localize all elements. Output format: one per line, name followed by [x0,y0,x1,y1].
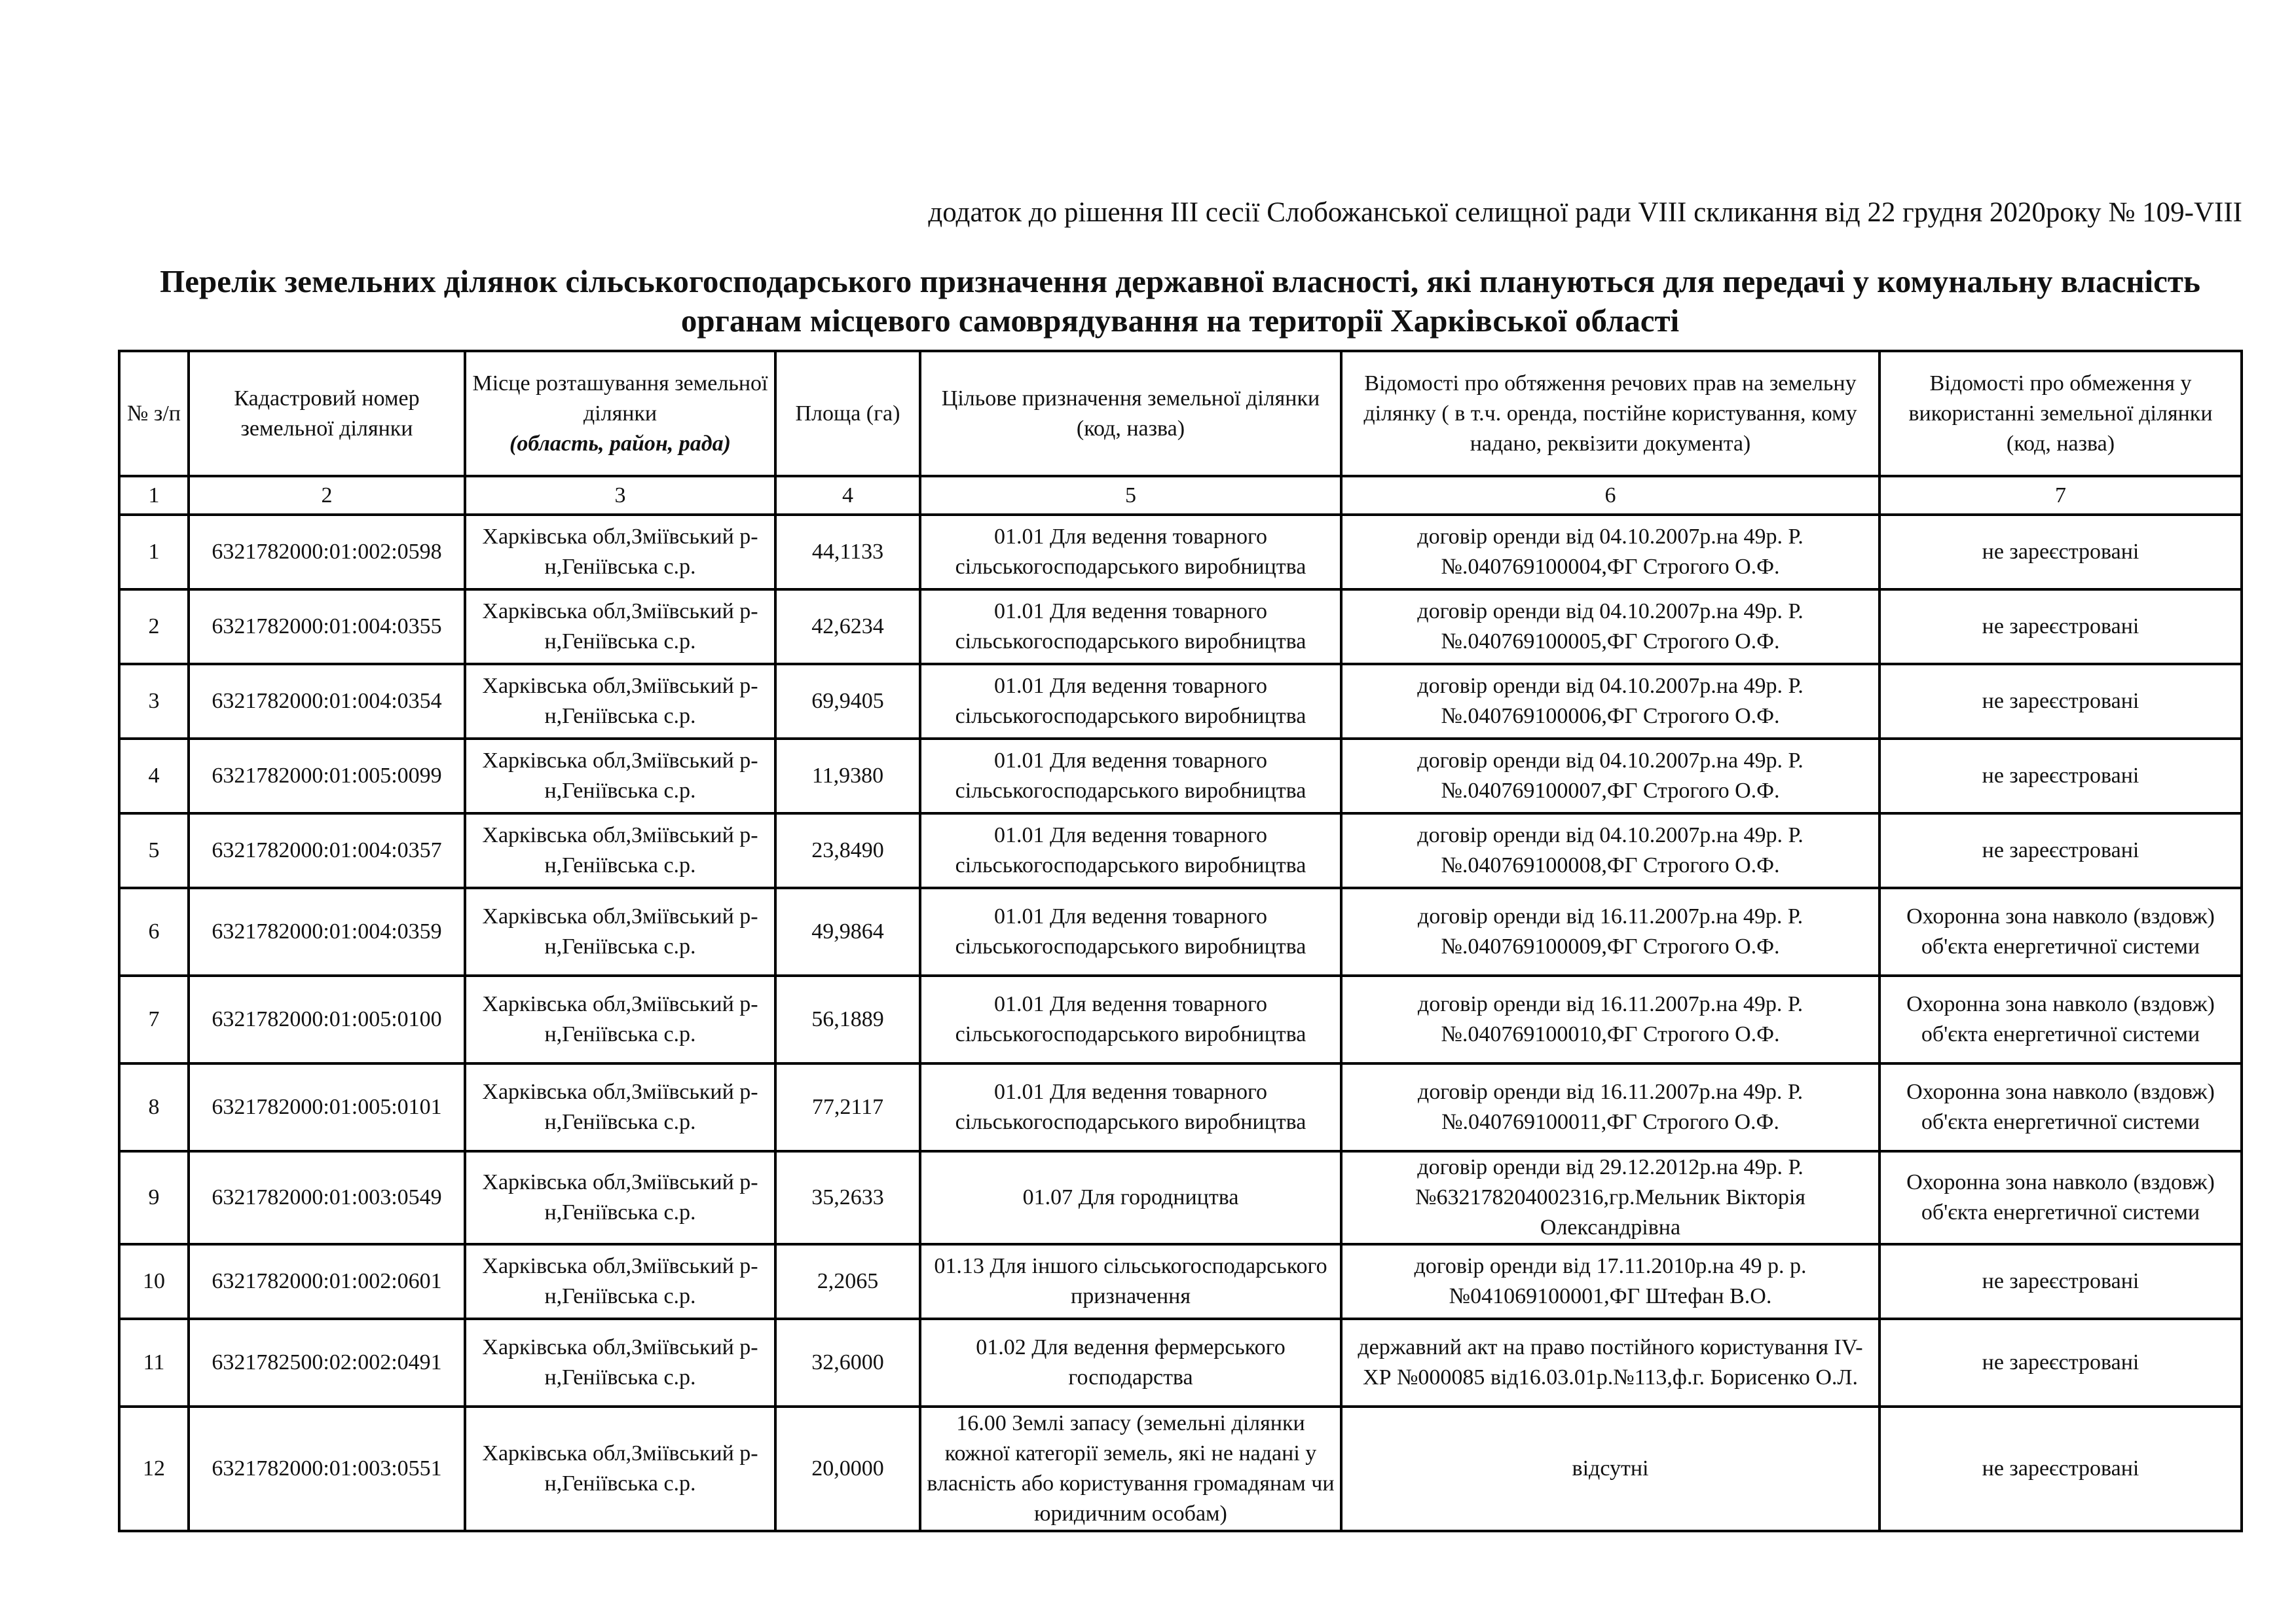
table-row [119,888,2242,976]
cell-purpose: 01.01 Для ведення товарного сільськогосподарського виробництва [920,976,1341,1063]
cell-encumbrance: договір оренди від 04.10.2007р.на 49р. Р.№.040769100004,ФГ Строгого О.Ф. [1341,515,1879,589]
column-number: 3 [465,476,775,515]
table-header-row [119,351,2242,476]
cell-cadastral: 6321782000:01:005:0101 [189,1063,465,1151]
cell-encumbrance: договір оренди від 04.10.2007р.на 49р. Р.№.040769100007,ФГ Строгого О.Ф. [1341,739,1879,813]
cell-area: 49,9864 [775,888,920,976]
cell-cadastral: 6321782000:01:003:0549 [189,1151,465,1244]
table-row [119,1063,2242,1151]
header-location-main: Місце розташування земельної ділянки [472,371,768,426]
cell-purpose: 01.01 Для ведення товарного сільськогосподарського виробництва [920,515,1341,589]
table-row [119,1244,2242,1319]
cell-purpose: 01.02 Для ведення фермерського господарства [920,1319,1341,1407]
cell-location: Харківська обл,Зміївський р-н,Геніївська с.р. [465,664,775,739]
cell-cadastral: 6321782000:01:002:0601 [189,1244,465,1319]
cell-cadastral: 6321782000:01:004:0354 [189,664,465,739]
cell-cadastral: 6321782000:01:004:0355 [189,589,465,664]
cell-location: Харківська обл,Зміївський р-н,Геніївська с.р. [465,1319,775,1407]
cell-encumbrance: відсутні [1341,1407,1879,1531]
cell-purpose: 16.00 Землі запасу (земельні ділянки кожної категорії земель, які не надані у власність або користування громадянам чи юридичним особам) [920,1407,1341,1531]
table-row [119,1151,2242,1244]
table-row [119,1407,2242,1531]
header-cell-location [465,351,775,476]
header-cell-num: № з/п [119,351,189,476]
cell-area: 44,1133 [775,515,920,589]
cell-location: Харківська обл,Зміївський р-н,Геніївська с.р. [465,589,775,664]
cell-purpose: 01.01 Для ведення товарного сільськогосподарського виробництва [920,813,1341,888]
cell-num: 9 [119,1151,189,1244]
header-cell-restriction: Відомості про обмеження у використанні земельної ділянки (код, назва) [1879,351,2242,476]
cell-area: 69,9405 [775,664,920,739]
table-row [119,515,2242,589]
column-number: 5 [920,476,1341,515]
cell-encumbrance: договір оренди від 04.10.2007р.на 49р. Р.№.040769100005,ФГ Строгого О.Ф. [1341,589,1879,664]
cell-purpose: 01.01 Для ведення товарного сільськогосподарського виробництва [920,589,1341,664]
cell-restriction: не зареєстровані [1879,589,2242,664]
cell-location: Харківська обл,Зміївський р-н,Геніївська с.р. [465,1407,775,1531]
cell-location: Харківська обл,Зміївський р-н,Геніївська с.р. [465,515,775,589]
cell-area: 32,6000 [775,1319,920,1407]
cell-restriction: Охоронна зона навколо (вздовж) об'єкта енергетичної системи [1879,888,2242,976]
header-location-sub: (область, район, рада) [509,431,731,456]
cell-restriction: не зареєстровані [1879,1407,2242,1531]
table-row [119,739,2242,813]
header-cell-purpose: Цільове призначення земельної ділянки (код, назва) [920,351,1341,476]
cell-num: 8 [119,1063,189,1151]
cell-purpose: 01.01 Для ведення товарного сільськогосподарського виробництва [920,664,1341,739]
cell-encumbrance: договір оренди від 29.12.2012р.на 49р. Р.№632178204002316,гр.Мельник Вікторія Олександрівна [1341,1151,1879,1244]
cell-num: 1 [119,515,189,589]
cell-area: 35,2633 [775,1151,920,1244]
cell-encumbrance: договір оренди від 16.11.2007р.на 49р. Р.№.040769100010,ФГ Строгого О.Ф. [1341,976,1879,1063]
table-row [119,1319,2242,1407]
column-number: 4 [775,476,920,515]
cell-cadastral: 6321782500:02:002:0491 [189,1319,465,1407]
cell-num: 2 [119,589,189,664]
cell-location: Харківська обл,Зміївський р-н,Геніївська с.р. [465,888,775,976]
cell-purpose: 01.07 Для городництва [920,1151,1341,1244]
cell-location: Харківська обл,Зміївський р-н,Геніївська с.р. [465,1063,775,1151]
cell-cadastral: 6321782000:01:004:0357 [189,813,465,888]
cell-location: Харківська обл,Зміївський р-н,Геніївська с.р. [465,1151,775,1244]
table-row [119,589,2242,664]
cell-restriction: не зареєстровані [1879,739,2242,813]
cell-num: 6 [119,888,189,976]
cell-encumbrance: договір оренди від 04.10.2007р.на 49р. Р.№.040769100008,ФГ Строгого О.Ф. [1341,813,1879,888]
header-cell-encumbrance: Відомості про обтяження речових прав на земельну ділянку ( в т.ч. оренда, постійне користування, кому надано, реквізити документа) [1341,351,1879,476]
table-row [119,813,2242,888]
column-number: 2 [189,476,465,515]
cell-purpose: 01.01 Для ведення товарного сільськогосподарського виробництва [920,739,1341,813]
cell-cadastral: 6321782000:01:002:0598 [189,515,465,589]
title-line-1: Перелік земельних ділянок сільськогосподарського призначення державної власності, які плануються для передачі у комунальну власність [160,263,2200,299]
cell-cadastral: 6321782000:01:005:0100 [189,976,465,1063]
column-number: 7 [1879,476,2242,515]
cell-restriction: не зареєстровані [1879,515,2242,589]
header-cell-area: Площа (га) [775,351,920,476]
cell-num: 12 [119,1407,189,1531]
cell-num: 7 [119,976,189,1063]
cell-area: 77,2117 [775,1063,920,1151]
cell-cadastral: 6321782000:01:004:0359 [189,888,465,976]
cell-num: 11 [119,1319,189,1407]
cell-area: 42,6234 [775,589,920,664]
cell-cadastral: 6321782000:01:003:0551 [189,1407,465,1531]
cell-encumbrance: договір оренди від 16.11.2007р.на 49р. Р.№.040769100009,ФГ Строгого О.Ф. [1341,888,1879,976]
title-line-2: органам місцевого самоврядування на території Харківської області [680,303,1680,339]
cell-restriction: не зареєстровані [1879,813,2242,888]
cell-encumbrance: договір оренди від 16.11.2007р.на 49р. Р.№.040769100011,ФГ Строгого О.Ф. [1341,1063,1879,1151]
cell-area: 23,8490 [775,813,920,888]
cell-num: 10 [119,1244,189,1319]
cell-num: 3 [119,664,189,739]
table-row [119,664,2242,739]
header-note: додаток до рішення ІІІ сесії Слобожанської селищної ради VIII скликання від 22 грудня 2020року № 109-VIII [928,197,2242,228]
cell-restriction: не зареєстровані [1879,664,2242,739]
cell-area: 56,1889 [775,976,920,1063]
cell-area: 2,2065 [775,1244,920,1319]
cell-location: Харківська обл,Зміївський р-н,Геніївська с.р. [465,1244,775,1319]
cell-num: 5 [119,813,189,888]
cell-encumbrance: договір оренди від 04.10.2007р.на 49р. Р.№.040769100006,ФГ Строгого О.Ф. [1341,664,1879,739]
cell-encumbrance: державний акт на право постійного користування IV-ХР №000085 від16.03.01р.№113,ф.г. Борисенко О.Л. [1341,1319,1879,1407]
cell-restriction: не зареєстровані [1879,1244,2242,1319]
document-title [118,262,2242,341]
cell-restriction: Охоронна зона навколо (вздовж) об'єкта енергетичної системи [1879,976,2242,1063]
header-cell-cadastral: Кадастровий номер земельної ділянки [189,351,465,476]
parcels-table [118,350,2243,1532]
cell-purpose: 01.13 Для іншого сільськогосподарського призначення [920,1244,1341,1319]
cell-location: Харківська обл,Зміївський р-н,Геніївська с.р. [465,976,775,1063]
cell-restriction: Охоронна зона навколо (вздовж) об'єкта енергетичної системи [1879,1063,2242,1151]
cell-location: Харківська обл,Зміївський р-н,Геніївська с.р. [465,739,775,813]
column-number-row [119,476,2242,515]
cell-purpose: 01.01 Для ведення товарного сільськогосподарського виробництва [920,888,1341,976]
column-number: 1 [119,476,189,515]
cell-num: 4 [119,739,189,813]
cell-restriction: Охоронна зона навколо (вздовж) об'єкта енергетичної системи [1879,1151,2242,1244]
column-number: 6 [1341,476,1879,515]
cell-cadastral: 6321782000:01:005:0099 [189,739,465,813]
cell-area: 20,0000 [775,1407,920,1531]
table-row [119,976,2242,1063]
cell-location: Харківська обл,Зміївський р-н,Геніївська с.р. [465,813,775,888]
cell-restriction: не зареєстровані [1879,1319,2242,1407]
cell-purpose: 01.01 Для ведення товарного сільськогосподарського виробництва [920,1063,1341,1151]
cell-encumbrance: договір оренди від 17.11.2010р.на 49 р. р.№041069100001,ФГ Штефан В.О. [1341,1244,1879,1319]
cell-area: 11,9380 [775,739,920,813]
